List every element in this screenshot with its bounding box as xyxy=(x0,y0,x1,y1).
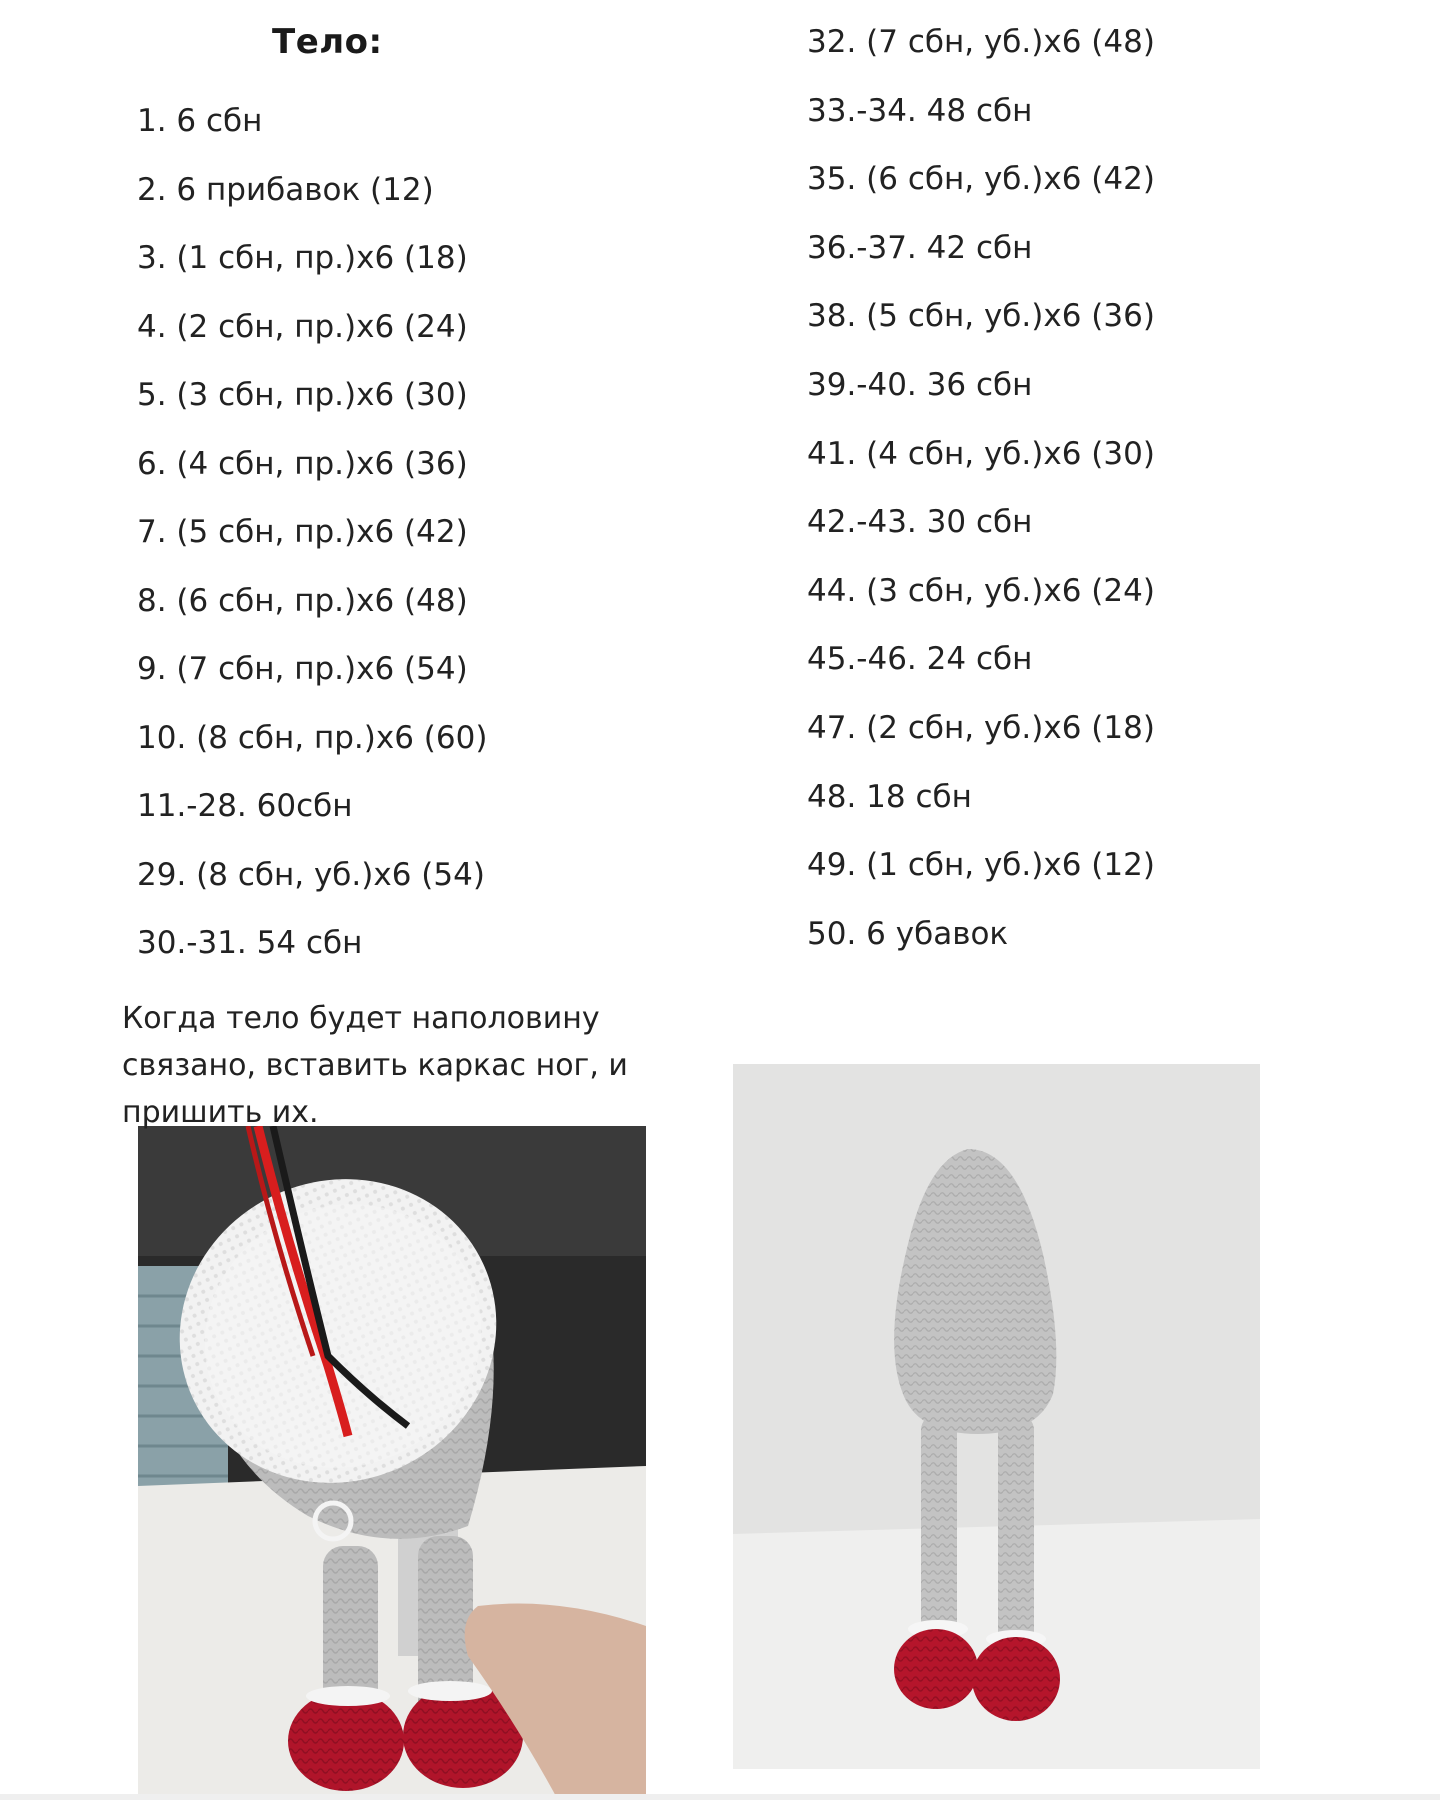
pattern-row: 9. (7 сбн, пр.)х6 (54) xyxy=(137,651,468,687)
pattern-row: 33.-34. 48 сбн xyxy=(807,92,1033,129)
pattern-row: 5. (3 сбн, пр.)х6 (30) xyxy=(137,377,468,413)
pattern-row: 50. 6 убавок xyxy=(807,915,1009,952)
pattern-row: 29. (8 сбн, уб.)х6 (54) xyxy=(137,856,485,893)
pattern-row: 42.-43. 30 сбн xyxy=(807,504,1033,541)
pattern-row: 35. (6 сбн, уб.)х6 (42) xyxy=(807,161,1155,198)
finished-body-illustration xyxy=(733,1064,1260,1769)
pattern-row: 44. (3 сбн, уб.)х6 (24) xyxy=(807,572,1155,609)
pattern-row: 45.-46. 24 сбн xyxy=(807,641,1033,678)
pattern-row: 1. 6 сбн xyxy=(137,103,263,139)
pattern-row: 6. (4 сбн, пр.)х6 (36) xyxy=(137,445,468,482)
bottom-edge xyxy=(0,1794,1440,1800)
photo-finished-body-standing xyxy=(733,1064,1260,1769)
instruction-note: Когда тело будет наполовину связано, вставить каркас ног, и пришить их. xyxy=(122,1001,628,1130)
pattern-row: 32. (7 сбн, уб.)х6 (48) xyxy=(807,24,1155,60)
pattern-row: 41. (4 сбн, уб.)х6 (30) xyxy=(807,435,1155,472)
pattern-row: 2. 6 прибавок (12) xyxy=(137,171,434,208)
page-title: Тело: xyxy=(272,22,383,62)
pattern-row: 47. (2 сбн, уб.)х6 (18) xyxy=(807,710,1155,746)
pattern-row: 8. (6 сбн, пр.)х6 (48) xyxy=(137,582,468,619)
body-with-wire-illustration xyxy=(138,1126,646,1800)
pattern-row: 10. (8 сбн, пр.)х6 (60) xyxy=(137,719,488,756)
pattern-row: 38. (5 сбн, уб.)х6 (36) xyxy=(807,298,1155,335)
pattern-row: 48. 18 сбн xyxy=(807,778,972,815)
pattern-row: 49. (1 сбн, уб.)х6 (12) xyxy=(807,847,1155,884)
pattern-row: 3. (1 сбн, пр.)х6 (18) xyxy=(137,240,468,276)
pattern-row: 7. (5 сбн, пр.)х6 (42) xyxy=(137,514,468,550)
pattern-row: 11.-28. 60сбн xyxy=(137,788,353,824)
photo-body-with-wire-frame xyxy=(138,1126,646,1800)
pattern-row: 30.-31. 54 сбн xyxy=(137,925,363,961)
pattern-row: 36.-37. 42 сбн xyxy=(807,229,1033,266)
pattern-row: 39.-40. 36 сбн xyxy=(807,367,1033,403)
pattern-row: 4. (2 сбн, пр.)х6 (24) xyxy=(137,308,468,345)
